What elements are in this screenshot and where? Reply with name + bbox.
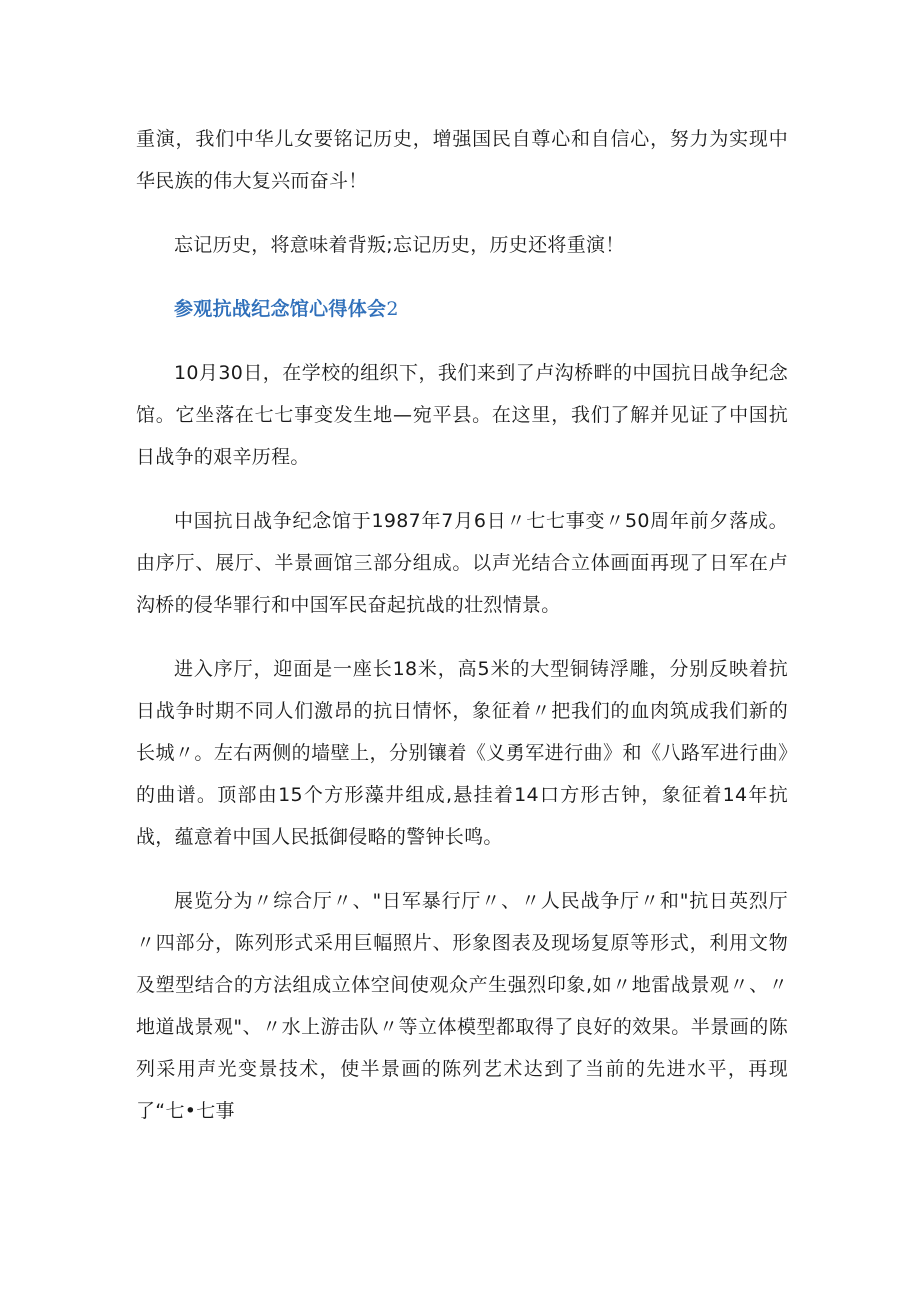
section-heading-title: 参观抗战纪念馆心得体会 <box>174 298 387 320</box>
paragraph-visit-date: 10月30日，在学校的组织下，我们来到了卢沟桥畔的中国抗日战争纪念馆。它坐落在七七事变发生地—宛平县。在这里，我们了解并见证了中国抗日战争的艰辛历程。 <box>136 362 788 468</box>
paragraph-museum-history: 中国抗日战争纪念馆于1987年7月6日〃七七事变〃50周年前夕落成。由序厅、展厅、半景画馆三部分组成。以声光结合立体画面再现了日军在卢沟桥的侵华罪行和中国军民奋起抗战的壮烈情景。 <box>136 510 788 616</box>
section-heading-number: 2 <box>386 298 399 320</box>
document-body <box>136 118 788 1154</box>
section-heading <box>136 288 788 330</box>
paragraph-continued: 重演，我们中华儿女要铭记历史，增强国民自尊心和自信心，努力为实现中华民族的伟大复兴而奋斗！ <box>136 128 788 192</box>
paragraph-exhibition: 展览分为〃综合厅〃、"日军暴行厅〃、〃人民战争厅〃和"抗日英烈厅〃四部分，陈列形式采用巨幅照片、形象图表及现场复原等形式，利用文物及塑型结合的方法组成立体空间使观众产生强烈印象,如〃地雷战景观〃、〃地道战景观"、〃水上游击队〃等立体模型都取得了良好的效果。半景画的陈列采用声光变景技术，使半景画的陈列艺术达到了当前的先进水平，再现了“七•七事 <box>136 890 788 1122</box>
paragraph-entrance-hall: 进入序厅，迎面是一座长18米，高5米的大型铜铸浮雕，分别反映着抗日战争时期不同人们激昂的抗日情怀，象征着〃把我们的血肉筑成我们新的长城〃。左右两侧的墙壁上，分别镶着《义勇军进行曲》和《八路军进行曲》的曲谱。顶部由15个方形藻井组成,悬挂着14口方形古钟，象征着14年抗战，蕴意着中国人民抵御侵略的警钟长鸣。 <box>136 658 788 848</box>
paragraph-remember-history: 忘记历史，将意味着背叛;忘记历史，历史还将重演！ <box>174 234 625 256</box>
